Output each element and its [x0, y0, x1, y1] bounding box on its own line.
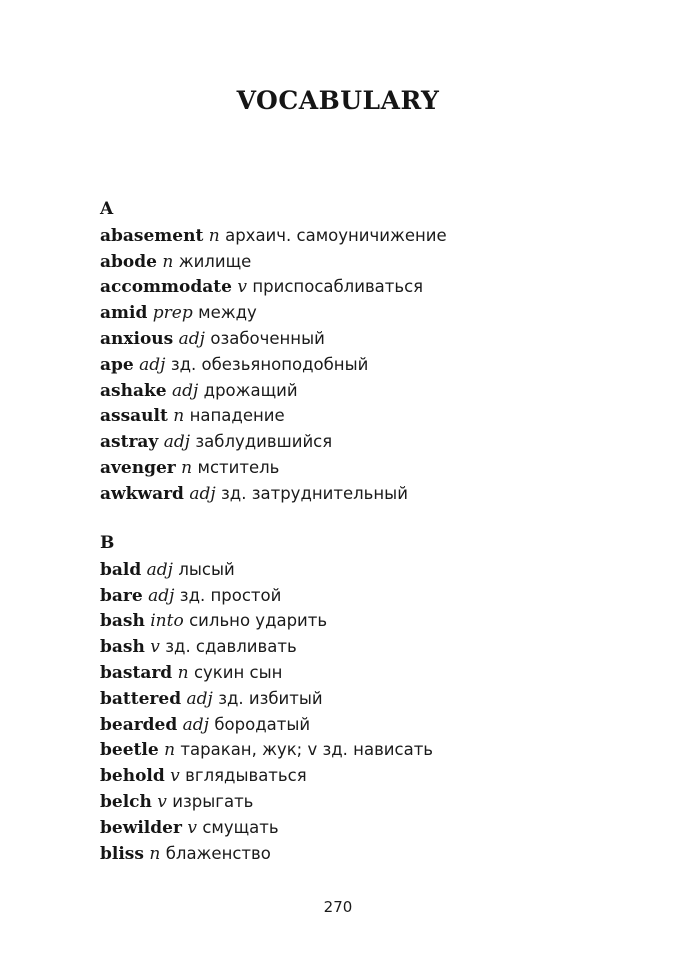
entry-part-of-speech: n [162, 251, 174, 272]
entry-definition: зд. простой [179, 585, 282, 605]
entry-definition: лысый [178, 559, 235, 579]
entry-definition: сукин сын [193, 662, 283, 682]
entry-word: bliss [100, 843, 144, 864]
entry-part-of-speech: n [164, 740, 176, 761]
entry-definition: приспосабливаться [252, 277, 424, 297]
entry-part-of-speech: prep [152, 303, 193, 324]
entry-word: astray [100, 432, 159, 453]
entry-definition: зд. сдавливать [165, 637, 297, 657]
entry-part-of-speech: adj [148, 585, 175, 606]
entry-definition: дрожащий [203, 380, 298, 400]
entry-part-of-speech: adj [139, 354, 166, 375]
entry-word: bash [100, 611, 145, 632]
vocabulary-entry [100, 608, 620, 634]
vocabulary-section-b [100, 531, 620, 866]
entry-definition: блаженство [165, 843, 271, 863]
vocabulary-entry [100, 378, 620, 404]
entry-part-of-speech: v [237, 277, 247, 298]
entry-definition: бородатый [214, 714, 311, 734]
entry-part-of-speech: n [181, 457, 193, 478]
vocabulary-entry [100, 763, 620, 789]
entry-word: avenger [100, 457, 176, 478]
entry-definition: зд. затруднительный [221, 483, 408, 503]
entry-part-of-speech: v [187, 817, 197, 838]
section-letter: B [100, 533, 115, 553]
vocabulary-entry [100, 352, 620, 378]
entry-definition: озабоченный [210, 328, 325, 348]
vocabulary-entry [100, 815, 620, 841]
vocabulary-entry [100, 583, 620, 609]
vocabulary-entry [100, 274, 620, 300]
entry-definition: мститель [197, 457, 280, 477]
entry-word: belch [100, 791, 152, 812]
vocabulary-entry [100, 660, 620, 686]
page-number: 270 [323, 898, 353, 916]
entry-part-of-speech: n [149, 843, 161, 864]
entry-definition: архаич. самоуничижение [225, 225, 447, 245]
entry-word: amid [100, 303, 148, 324]
entry-word: bewilder [100, 817, 182, 838]
entry-definition: таракан, жук; v зд. нависать [180, 740, 434, 760]
entry-word: beetle [100, 740, 159, 761]
vocabulary-entry [100, 686, 620, 712]
vocabulary-entry [100, 249, 620, 275]
entry-word: behold [100, 766, 165, 787]
vocabulary-entry [100, 737, 620, 763]
vocabulary-entry [100, 326, 620, 352]
entry-definition: сильно ударить [189, 611, 328, 631]
entry-part-of-speech: adj [189, 483, 216, 504]
entry-word: abasement [100, 225, 204, 246]
vocabulary-section-a [100, 197, 620, 507]
entry-word: bastard [100, 662, 173, 683]
entry-part-of-speech: v [170, 766, 180, 787]
entry-part-of-speech: adj [146, 559, 173, 580]
entry-part-of-speech: adj [186, 688, 213, 709]
entry-word: battered [100, 688, 182, 709]
vocabulary-entry [100, 841, 620, 867]
entry-word: bald [100, 559, 142, 580]
entry-word: assault [100, 406, 168, 427]
entry-part-of-speech: adj [178, 328, 205, 349]
entry-part-of-speech: n [177, 662, 189, 683]
entry-word: abode [100, 251, 157, 272]
entry-definition: жилище [178, 251, 252, 271]
entry-word: accommodate [100, 277, 232, 298]
vocabulary-entry [100, 481, 620, 507]
vocabulary-entry [100, 429, 620, 455]
entry-word: ashake [100, 380, 167, 401]
entry-part-of-speech: v [150, 637, 160, 658]
entry-word: awkward [100, 483, 184, 504]
vocabulary-entry [100, 403, 620, 429]
entry-part-of-speech: adj [163, 432, 190, 453]
entry-part-of-speech: into [150, 611, 184, 632]
entry-definition: смущать [202, 817, 279, 837]
entry-definition: вглядываться [185, 766, 307, 786]
entry-part-of-speech: n [173, 406, 185, 427]
vocabulary-entry [100, 300, 620, 326]
page-title: VOCABULARY [236, 86, 440, 115]
vocabulary-entry [100, 223, 620, 249]
vocabulary-entry [100, 789, 620, 815]
entry-part-of-speech: adj [182, 714, 209, 735]
section-letter: A [100, 199, 114, 219]
entry-word: bare [100, 585, 143, 606]
entry-definition: изрыгать [172, 791, 254, 811]
entry-definition: зд. обезьяноподобный [170, 354, 369, 374]
vocabulary-entry [100, 557, 620, 583]
vocabulary-entry [100, 712, 620, 738]
entry-word: anxious [100, 328, 174, 349]
entry-definition: нападение [189, 406, 285, 426]
entry-word: ape [100, 354, 134, 375]
entry-part-of-speech: n [208, 225, 220, 246]
entry-word: bash [100, 637, 145, 658]
entry-definition: заблудившийся [195, 432, 333, 452]
vocabulary-entry [100, 634, 620, 660]
entry-word: bearded [100, 714, 178, 735]
entry-part-of-speech: adj [171, 380, 199, 401]
entry-definition: между [198, 303, 257, 323]
entry-part-of-speech: v [157, 791, 167, 812]
vocabulary-entry [100, 455, 620, 481]
entry-definition: зд. избитый [218, 688, 323, 708]
